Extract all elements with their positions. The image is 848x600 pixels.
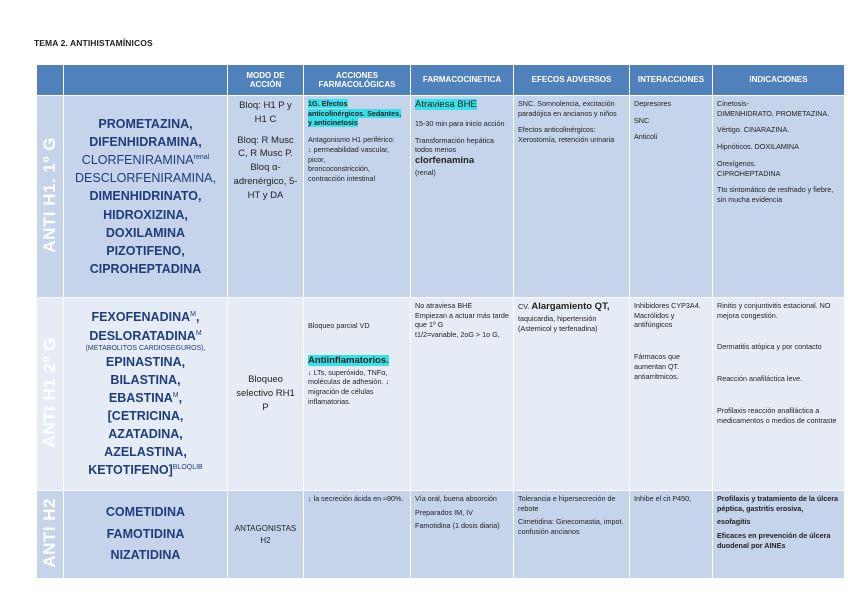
table-row-h2 bbox=[37, 491, 845, 579]
header-acciones: ACCIONES FARMACOLÓGICAS bbox=[304, 65, 411, 96]
header-farmaco: FARMACOCINETICA bbox=[411, 65, 514, 96]
header-efectos: EFECOS ADVERSOS bbox=[514, 65, 630, 96]
acciones-farmacologicas: 1G. Efectos anticolinérgicos. Sedantes, y anticinetosis Antagonismo H1 periférico: ↓ permeabilidad vascular, picor, broncoconstricción, contracción intestinal bbox=[304, 96, 411, 298]
row-label: ANTI H2 bbox=[37, 491, 64, 579]
efectos-adversos: Tolerancia e hipersecreción de rebote Cimetidina: Ginecomastia, impot. confusión ancianos bbox=[514, 491, 630, 579]
interacciones: Inhibidores CYP3A4. Macrólidos y antifúngicos Fármacos que aumentan QT. antiarritmicos. bbox=[630, 298, 713, 491]
table-row-h1-first-gen bbox=[37, 96, 845, 298]
page-title: TEMA 2. ANTIHISTAMÍNICOS bbox=[34, 38, 153, 48]
interacciones: Inhibe el cit P450, bbox=[630, 491, 713, 579]
indicaciones: Profilaxis y tratamiento de la úlcera péptica, gastritis erosiva, esofagitis Eficaces en prevención de úlcera duodenal por AINEs bbox=[713, 491, 845, 579]
row-label: ANTI H1. 1º G bbox=[37, 96, 64, 298]
farmacocinetica: No atraviesa BHE Empiezan a actuar más tarde que 1º G t1/2=variable, 2oG > 1o G, bbox=[411, 298, 514, 491]
indicaciones: Cinetosis- DIMENHIDRATO, PROMETAZINA. Vértigo. CINARAZINA. Hipnóticos. DOXILAMINA Orexígenos. CIPROHEPTADINA Tto sintomático de resfriado y fiebre, sin mucha evidencia bbox=[713, 96, 845, 298]
header-corner bbox=[37, 65, 64, 96]
efectos-adversos: SNC. Somnolencia, excitación paradójica en ancianos y niños Efectos anticolinérgicos: Xerostomía, retención urinaria bbox=[514, 96, 630, 298]
modo-accion: Bloqueo selectivo RH1 P bbox=[228, 298, 304, 491]
farmacocinetica: Vía oral, buena absorción Preparados IM, IV Famotidina (1 dosis diaria) bbox=[411, 491, 514, 579]
drug-list: PROMETAZINA, DIFENHIDRAMINA, $CLORFENIRAMINA^{renal}$ DESCLORFENIRAMINA, DIMENHIDRINATO, HIDROXIZINA, DOXILAMINA PIZOTIFENO, CIPROHEPTADINA bbox=[64, 96, 228, 298]
antihistamine-table bbox=[36, 64, 845, 579]
header-modo: MODO DE ACCIÓN bbox=[228, 65, 304, 96]
header-row bbox=[37, 65, 845, 96]
header-drugs bbox=[64, 65, 228, 96]
drug-list: COMETIDINA FAMOTIDINA NIZATIDINA bbox=[64, 491, 228, 579]
header-interacciones: INTERACCIONES bbox=[630, 65, 713, 96]
acciones-farmacologicas: ↓ la secreción ácida en ≈90%. bbox=[304, 491, 411, 579]
farmacocinetica: Atraviesa BHE 15-30 min para inicio acción Transformación hepática todos menos clorfenamina (renal) bbox=[411, 96, 514, 298]
indicaciones: Rinitis y conjuntivitis estacional. NO mejora congestión. Dermatitis atópica y por contacto Reacción anafiláctica leve. Profilaxis reacción anafiláctica a medicamentos o medios de contraste bbox=[713, 298, 845, 491]
drug-list: $FEXOFENADINA^M$, $DESLORATADINA^M$ (METABOLITOS CARDIOSEGUROS), EPINASTINA, BILASTINA, $EBASTINA^M$, [CETRICINA, AZATADINA, AZELASTINA, KETOTIFENO]$^{BLOQLIB}$ bbox=[64, 298, 228, 491]
efectos-adversos: CV. Alargamiento QT, taquicardia, hipertensión (Astemicol y terfenadina) bbox=[514, 298, 630, 491]
modo-accion: Bloq: H1 P y H1 C Bloq: R Musc C, R Musc P. Bloq α-adrenérgico, 5-HT y DA bbox=[228, 96, 304, 298]
table-row-h1-second-gen bbox=[37, 298, 845, 491]
header-indicaciones: INDICACIONES bbox=[713, 65, 845, 96]
modo-accion: ANTAGONISTAS H2 bbox=[228, 491, 304, 579]
interacciones: Depresores SNC Anticoli bbox=[630, 96, 713, 298]
acciones-farmacologicas: Bloqueo parcial VD Antiinflamatorios. ↓ LTs, superóxido, TNFα, moléculas de adhesión. ↓ migración de células inflamatorias. bbox=[304, 298, 411, 491]
row-label: ANTI H1 2º G bbox=[37, 298, 64, 491]
